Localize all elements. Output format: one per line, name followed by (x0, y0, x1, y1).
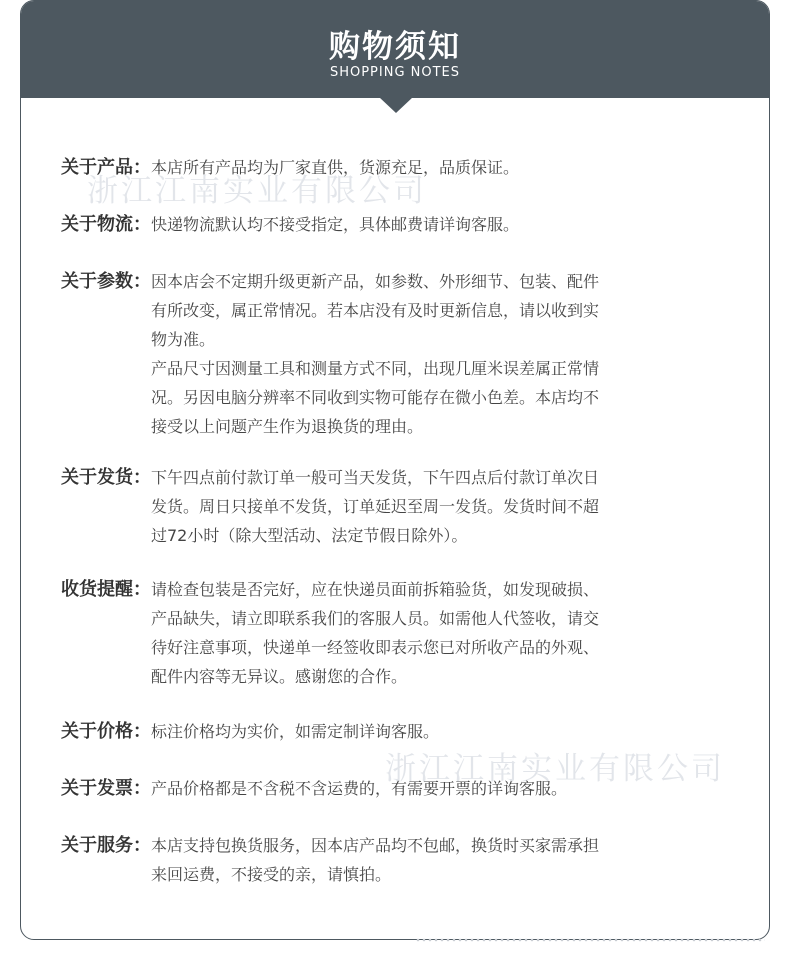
note-item (61, 153, 519, 182)
note-line: 过72小时（除大型活动、法定节假日除外）。 (151, 526, 468, 545)
note-line: 本店支持包换货服务，因本店产品均不包邮，换货时买家需承担 (151, 836, 600, 855)
note-label: 关于物流： (61, 214, 151, 235)
header-notch (379, 97, 413, 113)
note-line: 接受以上问题产生作为退换货的理由。 (151, 417, 424, 436)
note-line: 待好注意事项，快递单一经签收即表示您已对所收产品的外观、 (151, 638, 600, 657)
note-content (151, 774, 567, 803)
note-line: 标注价格均为实价，如需定制详询客服。 (151, 722, 440, 741)
note-line: 况。另因电脑分辨率不同收到实物可能存在微小色差。本店均不 (151, 388, 600, 407)
note-label: 关于发货： (61, 467, 151, 488)
note-content (151, 575, 599, 691)
note-item (61, 267, 599, 441)
header-banner (21, 1, 769, 98)
note-line: 产品价格都是不含税不含运费的，有需要开票的详询客服。 (151, 779, 568, 798)
note-label: 收货提醒： (61, 579, 151, 600)
decorative-dots (415, 937, 765, 943)
watermark-text: 浙江江南实业有限公司 (385, 751, 725, 787)
note-label: 关于服务： (61, 835, 151, 856)
note-line: 产品缺失，请立即联系我们的客服人员。如需他人代签收，请交 (151, 609, 600, 628)
note-content (151, 463, 599, 550)
note-item (61, 717, 439, 746)
note-line: 产品尺寸因测量工具和测量方式不同，出现几厘米误差属正常情 (151, 359, 600, 378)
note-line: 发货。周日只接单不发货，订单延迟至周一发货。发货时间不超 (151, 497, 600, 516)
note-line: 请检查包装是否完好，应在快递员面前拆箱验货，如发现破损、 (151, 580, 600, 599)
shopping-notes-card (20, 0, 770, 940)
note-item (61, 831, 599, 889)
note-label: 关于产品： (61, 157, 151, 178)
note-line: 下午四点前付款订单一般可当天发货，下午四点后付款订单次日 (151, 468, 600, 487)
note-line: 物为准。 (151, 330, 216, 349)
page-title: 购物须知 (329, 29, 461, 65)
note-line: 本店所有产品均为厂家直供，货源充足，品质保证。 (151, 158, 520, 177)
note-line: 快递物流默认均不接受指定，具体邮费请详询客服。 (151, 215, 520, 234)
note-item (61, 210, 519, 239)
note-content (151, 153, 519, 182)
note-content (151, 267, 599, 441)
note-label: 关于参数： (61, 271, 151, 292)
note-item (61, 774, 567, 803)
note-line: 有所改变，属正常情况。若本店没有及时更新信息，请以收到实 (151, 301, 600, 320)
note-content (151, 717, 439, 746)
note-label: 关于发票： (61, 778, 151, 799)
note-line: 因本店会不定期升级更新产品，如参数、外形细节、包装、配件 (151, 272, 600, 291)
note-item (61, 575, 599, 691)
note-content (151, 831, 599, 889)
note-content (151, 210, 519, 239)
note-label: 关于价格： (61, 721, 151, 742)
note-line: 配件内容等无异议。感谢您的合作。 (151, 667, 408, 686)
note-item (61, 463, 599, 550)
watermark-text: 浙江江南实业有限公司 (87, 173, 427, 209)
note-line: 来回运费，不接受的亲，请慎拍。 (151, 865, 392, 884)
page-subtitle: SHOPPING NOTES (329, 65, 461, 80)
